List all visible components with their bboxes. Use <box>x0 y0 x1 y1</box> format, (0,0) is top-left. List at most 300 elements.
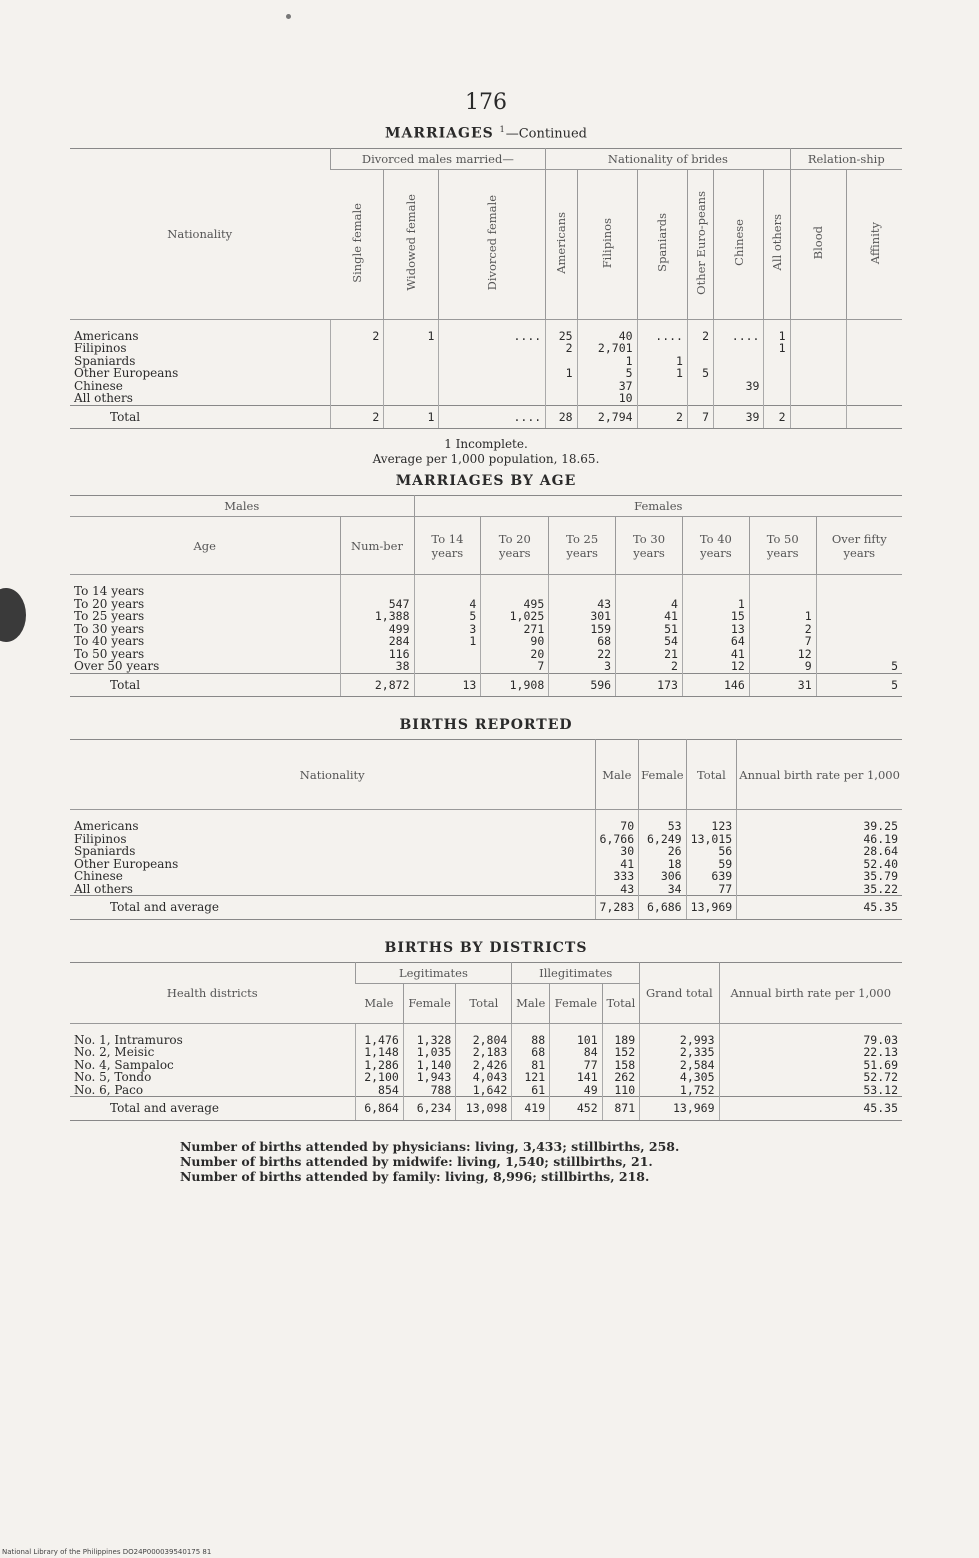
cell-blood <box>790 367 847 380</box>
cell-c50: 12 <box>749 648 816 661</box>
cell-c30: 173 <box>616 673 683 697</box>
cell-c25: 68 <box>549 635 616 648</box>
cell-if: 452 <box>550 1097 603 1121</box>
cell-divorced <box>439 392 546 405</box>
cell-female: 18 <box>639 858 686 871</box>
cell-cover <box>816 575 902 598</box>
table-row <box>70 635 902 648</box>
cell-c14: 3 <box>414 623 481 636</box>
col-illegit-female: Female <box>550 983 603 1023</box>
cell-rate: 79.03 <box>719 1023 902 1046</box>
cell-single: 2 <box>330 405 384 429</box>
col-number: Num-ber <box>340 517 414 575</box>
row-label: Spaniards <box>74 844 136 859</box>
cell-c40: 64 <box>682 635 749 648</box>
cell-oth_eu <box>687 392 713 405</box>
cell-widowed <box>384 342 439 355</box>
cell-am: 2 <box>546 342 577 355</box>
row-label: Total and average <box>70 1097 355 1121</box>
cell-c40 <box>682 575 749 598</box>
col-females: Females <box>414 496 902 517</box>
cell-c30: 21 <box>616 648 683 661</box>
row-label: Americans <box>74 328 139 343</box>
cell-widowed: 1 <box>384 405 439 429</box>
cell-c30: 41 <box>616 610 683 623</box>
cell-spa: 1 <box>637 367 687 380</box>
row-label: Filipinos <box>74 831 127 846</box>
cell-fil: 10 <box>577 392 637 405</box>
cell-total: 123 <box>686 810 737 833</box>
cell-c14 <box>414 575 481 598</box>
col-total: Total <box>686 740 737 810</box>
cell-widowed <box>384 380 439 393</box>
cell-lf: 1,140 <box>403 1059 456 1072</box>
cell-c20: 495 <box>481 598 549 611</box>
cell-c50 <box>749 575 816 598</box>
cell-rate: 52.40 <box>737 858 902 871</box>
row-label: All others <box>74 391 133 406</box>
cell-c14: 5 <box>414 610 481 623</box>
col-legit-male: Male <box>355 983 403 1023</box>
cell-spa: 1 <box>637 355 687 368</box>
cell-all_oth <box>764 355 790 368</box>
cell-num: 1,388 <box>340 610 414 623</box>
cell-single <box>330 380 384 393</box>
row-label: Other Europeans <box>74 856 179 871</box>
cell-c40: 41 <box>682 648 749 661</box>
cell-divorced: .... <box>439 405 546 429</box>
cell-lm: 2,100 <box>355 1071 403 1084</box>
table-row <box>70 575 902 598</box>
cell-single <box>330 367 384 380</box>
cell-am: 1 <box>546 367 577 380</box>
cell-rate: 35.79 <box>737 870 902 883</box>
total-row <box>70 1097 902 1121</box>
cell-male: 43 <box>595 883 639 896</box>
cell-c40: 13 <box>682 623 749 636</box>
cell-female: 26 <box>639 845 686 858</box>
cell-fil: 1 <box>577 355 637 368</box>
cell-c14: 1 <box>414 635 481 648</box>
row-label: Spaniards <box>74 353 136 368</box>
cell-cover: 5 <box>816 673 902 697</box>
births-reported-title: BIRTHS REPORTED <box>399 717 573 734</box>
cell-num: 2,872 <box>340 673 414 697</box>
cell-oth_eu: 5 <box>687 367 713 380</box>
table-row <box>70 810 902 833</box>
col-affinity: Affinity <box>847 169 902 319</box>
col-chinese: Chinese <box>714 169 764 319</box>
cell-affinity <box>847 342 902 355</box>
col-to40: To 40 years <box>682 517 749 575</box>
cell-lt: 4,043 <box>456 1071 512 1084</box>
cell-single <box>330 355 384 368</box>
cell-fil: 5 <box>577 367 637 380</box>
attended-family: Number of births attended by family: living, 8,996; stillbirths, 218. <box>180 1168 650 1184</box>
cell-spa <box>637 380 687 393</box>
cell-rate: 35.22 <box>737 883 902 896</box>
cell-im: 121 <box>512 1071 550 1084</box>
cell-c25: 159 <box>549 623 616 636</box>
cell-am: 28 <box>546 405 577 429</box>
cell-c14: 4 <box>414 598 481 611</box>
cell-all_oth <box>764 380 790 393</box>
marriages-notes <box>70 437 902 467</box>
cell-im: 68 <box>512 1046 550 1059</box>
cell-total: 77 <box>686 883 737 896</box>
cell-c20: 1,908 <box>481 673 549 697</box>
cell-rate: 39.25 <box>737 810 902 833</box>
attendance-notes <box>180 1139 902 1184</box>
cell-lt: 2,804 <box>456 1023 512 1046</box>
marriages-continued-title <box>70 125 902 142</box>
cell-total: 13,969 <box>686 896 737 920</box>
cell-oth_eu <box>687 380 713 393</box>
col-filipinos: Filipinos <box>577 169 637 319</box>
footnote-ref: 1 <box>499 125 506 134</box>
cell-lm: 1,286 <box>355 1059 403 1072</box>
cell-male: 30 <box>595 845 639 858</box>
cell-cover <box>816 648 902 661</box>
cell-affinity <box>847 355 902 368</box>
cell-lf: 1,943 <box>403 1071 456 1084</box>
col-other-europeans: Other Euro-peans <box>687 169 713 319</box>
table-row <box>70 598 902 611</box>
row-label: Filipinos <box>74 341 127 356</box>
cell-divorced <box>439 367 546 380</box>
cell-am: 25 <box>546 319 577 342</box>
cell-affinity <box>847 380 902 393</box>
cell-c40: 146 <box>682 673 749 697</box>
cell-fil: 37 <box>577 380 637 393</box>
cell-blood <box>790 319 847 342</box>
cell-grand: 1,752 <box>640 1084 719 1097</box>
footnote-incomplete: 1 Incomplete. <box>444 437 528 452</box>
cell-blood <box>790 380 847 393</box>
cell-chi <box>714 355 764 368</box>
table-row <box>70 342 902 355</box>
cell-am <box>546 380 577 393</box>
cell-c30: 51 <box>616 623 683 636</box>
cell-c14 <box>414 648 481 661</box>
cell-rate: 51.69 <box>719 1059 902 1072</box>
marriages-title-text: MARRIAGES <box>384 125 494 142</box>
row-label: To 50 years <box>74 646 145 661</box>
cell-if: 49 <box>550 1084 603 1097</box>
cell-c50: 2 <box>749 623 816 636</box>
col-single-female: Single female <box>330 169 384 319</box>
library-credit: National Library of the Philippines DO24P000039540175 81 <box>2 1548 212 1556</box>
cell-num: 284 <box>340 635 414 648</box>
cell-c40: 15 <box>682 610 749 623</box>
table-row <box>70 660 902 673</box>
table-row <box>70 883 902 896</box>
col-to25: To 25 years <box>549 517 616 575</box>
cell-rate: 28.64 <box>737 845 902 858</box>
table-row <box>70 648 902 661</box>
cell-widowed: 1 <box>384 319 439 342</box>
cell-fil: 2,794 <box>577 405 637 429</box>
cell-affinity <box>847 367 902 380</box>
col-legit-total: Total <box>456 983 512 1023</box>
cell-c50: 1 <box>749 610 816 623</box>
cell-lf: 788 <box>403 1084 456 1097</box>
marriages-nationality-table <box>70 148 902 430</box>
cell-all_oth: 1 <box>764 319 790 342</box>
col-to50: To 50 years <box>749 517 816 575</box>
cell-male: 41 <box>595 858 639 871</box>
cell-single: 2 <box>330 319 384 342</box>
cell-c14: 13 <box>414 673 481 697</box>
cell-grand: 2,584 <box>640 1059 719 1072</box>
attended-midwife: Number of births attended by midwife: living, 1,540; stillbirths, 21. <box>180 1153 653 1169</box>
table-row <box>70 845 902 858</box>
row-label: No. 1, Intramuros <box>74 1032 183 1047</box>
table-row <box>70 1071 902 1084</box>
cell-single <box>330 342 384 355</box>
cell-lm: 854 <box>355 1084 403 1097</box>
cell-rate: 45.35 <box>737 896 902 920</box>
cell-male: 70 <box>595 810 639 833</box>
cell-lf: 1,035 <box>403 1046 456 1059</box>
cell-male: 7,283 <box>595 896 639 920</box>
row-label: To 25 years <box>74 609 145 624</box>
births-by-districts-title: BIRTHS BY DISTRICTS <box>384 939 588 956</box>
cell-c50: 7 <box>749 635 816 648</box>
cell-oth_eu <box>687 355 713 368</box>
cell-spa <box>637 342 687 355</box>
cell-chi <box>714 392 764 405</box>
cell-cover: 5 <box>816 660 902 673</box>
cell-num: 547 <box>340 598 414 611</box>
cell-if: 141 <box>550 1071 603 1084</box>
cell-total: 639 <box>686 870 737 883</box>
cell-rate: 22.13 <box>719 1046 902 1059</box>
cell-grand: 13,969 <box>640 1097 719 1121</box>
cell-c20 <box>481 575 549 598</box>
row-label: Americans <box>74 819 139 834</box>
cell-widowed <box>384 367 439 380</box>
col-illegitimates: Illegitimates <box>512 962 640 983</box>
col-all-others: All others <box>764 169 790 319</box>
row-label: To 30 years <box>74 621 145 636</box>
cell-divorced: .... <box>439 319 546 342</box>
cell-num: 116 <box>340 648 414 661</box>
col-blood: Blood <box>790 169 847 319</box>
cell-blood <box>790 392 847 405</box>
cell-c20: 90 <box>481 635 549 648</box>
cell-if: 84 <box>550 1046 603 1059</box>
table-row <box>70 355 902 368</box>
cell-im: 419 <box>512 1097 550 1121</box>
cell-divorced <box>439 355 546 368</box>
cell-female: 6,686 <box>639 896 686 920</box>
attended-physicians: Number of births attended by physicians: living, 3,433; stillbirths, 258. <box>180 1138 680 1154</box>
cell-rate: 53.12 <box>719 1084 902 1097</box>
marriages-title-suffix: —Continued <box>505 126 588 142</box>
row-label: Chinese <box>74 869 123 884</box>
col-divorced-males: Divorced males married— <box>330 148 546 169</box>
births-by-districts-table <box>70 962 902 1121</box>
col-divorced-female: Divorced female <box>439 169 546 319</box>
cell-blood <box>790 405 847 429</box>
cell-lm: 1,476 <box>355 1023 403 1046</box>
cell-c40: 12 <box>682 660 749 673</box>
cell-chi <box>714 367 764 380</box>
cell-if: 101 <box>550 1023 603 1046</box>
table-row <box>70 1084 902 1097</box>
cell-total: 13,015 <box>686 833 737 846</box>
cell-chi: 39 <box>714 380 764 393</box>
speck <box>286 14 291 19</box>
col-grand-total: Grand total <box>640 962 719 1023</box>
cell-c20: 1,025 <box>481 610 549 623</box>
col-female: Female <box>639 740 686 810</box>
cell-c50: 9 <box>749 660 816 673</box>
cell-rate: 45.35 <box>719 1097 902 1121</box>
cell-total: 59 <box>686 858 737 871</box>
cell-it: 152 <box>602 1046 640 1059</box>
col-illegit-total: Total <box>602 983 640 1023</box>
cell-c25: 22 <box>549 648 616 661</box>
cell-rate: 46.19 <box>737 833 902 846</box>
cell-blood <box>790 342 847 355</box>
total-row <box>70 673 902 697</box>
cell-male: 6,766 <box>595 833 639 846</box>
cell-num <box>340 575 414 598</box>
col-male: Male <box>595 740 639 810</box>
cell-c40: 1 <box>682 598 749 611</box>
cell-it: 158 <box>602 1059 640 1072</box>
cell-num: 499 <box>340 623 414 636</box>
cell-fil: 40 <box>577 319 637 342</box>
cell-chi: .... <box>714 319 764 342</box>
cell-grand: 2,335 <box>640 1046 719 1059</box>
cell-affinity <box>847 392 902 405</box>
cell-all_oth <box>764 367 790 380</box>
col-to20: To 20 years <box>481 517 549 575</box>
cell-c25: 301 <box>549 610 616 623</box>
cell-im: 61 <box>512 1084 550 1097</box>
col-nationality: Nationality <box>70 148 330 319</box>
table-row <box>70 367 902 380</box>
cell-lt: 2,426 <box>456 1059 512 1072</box>
cell-chi <box>714 342 764 355</box>
row-label: Other Europeans <box>74 366 179 381</box>
row-label: Total <box>70 673 340 697</box>
row-label: Total and average <box>70 896 595 920</box>
cell-divorced <box>439 380 546 393</box>
cell-c30: 2 <box>616 660 683 673</box>
binding-hole <box>0 588 26 642</box>
row-label: All others <box>74 881 133 896</box>
cell-total: 56 <box>686 845 737 858</box>
cell-divorced <box>439 342 546 355</box>
cell-c30: 4 <box>616 598 683 611</box>
cell-chi: 39 <box>714 405 764 429</box>
col-to14: To 14 years <box>414 517 481 575</box>
cell-female: 34 <box>639 883 686 896</box>
col-health-districts: Health districts <box>70 962 355 1023</box>
cell-c25: 43 <box>549 598 616 611</box>
total-row <box>70 405 902 429</box>
col-birth-rate: Annual birth rate per 1,000 <box>737 740 902 810</box>
cell-it: 189 <box>602 1023 640 1046</box>
table-row <box>70 392 902 405</box>
cell-spa <box>637 392 687 405</box>
cell-female: 53 <box>639 810 686 833</box>
cell-lt: 1,642 <box>456 1084 512 1097</box>
col-nationality-of-brides: Nationality of brides <box>546 148 790 169</box>
col-over50: Over fifty years <box>816 517 902 575</box>
cell-spa: .... <box>637 319 687 342</box>
col-age: Age <box>70 517 340 575</box>
row-label: No. 6, Paco <box>74 1082 144 1097</box>
cell-grand: 2,993 <box>640 1023 719 1046</box>
births-reported-table <box>70 739 902 920</box>
table-row <box>70 858 902 871</box>
cell-male: 333 <box>595 870 639 883</box>
cell-affinity <box>847 405 902 429</box>
document-page <box>70 90 902 1184</box>
cell-all_oth: 1 <box>764 342 790 355</box>
cell-lm: 6,864 <box>355 1097 403 1121</box>
cell-c25: 596 <box>549 673 616 697</box>
col-illegit-male: Male <box>512 983 550 1023</box>
cell-lf: 6,234 <box>403 1097 456 1121</box>
col-legit-female: Female <box>403 983 456 1023</box>
cell-c50: 31 <box>749 673 816 697</box>
marriages-by-age-table <box>70 495 902 697</box>
cell-widowed <box>384 355 439 368</box>
cell-cover <box>816 635 902 648</box>
cell-blood <box>790 355 847 368</box>
cell-it: 871 <box>602 1097 640 1121</box>
col-relationship: Relation-ship <box>790 148 902 169</box>
cell-c20: 20 <box>481 648 549 661</box>
col-widowed-female: Widowed female <box>384 169 439 319</box>
cell-cover <box>816 623 902 636</box>
cell-all_oth: 2 <box>764 405 790 429</box>
table-row <box>70 870 902 883</box>
col-americans: Americans <box>546 169 577 319</box>
cell-affinity <box>847 319 902 342</box>
cell-female: 6,249 <box>639 833 686 846</box>
col-spaniards: Spaniards <box>637 169 687 319</box>
cell-all_oth <box>764 392 790 405</box>
cell-lt: 2,183 <box>456 1046 512 1059</box>
cell-c30 <box>616 575 683 598</box>
total-row <box>70 896 902 920</box>
col-birth-rate: Annual birth rate per 1,000 <box>719 962 902 1023</box>
table-row <box>70 833 902 846</box>
cell-oth_eu: 7 <box>687 405 713 429</box>
cell-widowed <box>384 392 439 405</box>
cell-im: 81 <box>512 1059 550 1072</box>
cell-lt: 13,098 <box>456 1097 512 1121</box>
cell-oth_eu <box>687 342 713 355</box>
table-row <box>70 623 902 636</box>
row-label: Chinese <box>74 378 123 393</box>
cell-c20: 271 <box>481 623 549 636</box>
cell-c25 <box>549 575 616 598</box>
cell-it: 110 <box>602 1084 640 1097</box>
row-label: To 14 years <box>74 584 145 599</box>
row-label: No. 2, Meisic <box>74 1045 155 1060</box>
row-label: To 40 years <box>74 634 145 649</box>
cell-cover <box>816 598 902 611</box>
row-label: No. 4, Sampaloc <box>74 1057 174 1072</box>
